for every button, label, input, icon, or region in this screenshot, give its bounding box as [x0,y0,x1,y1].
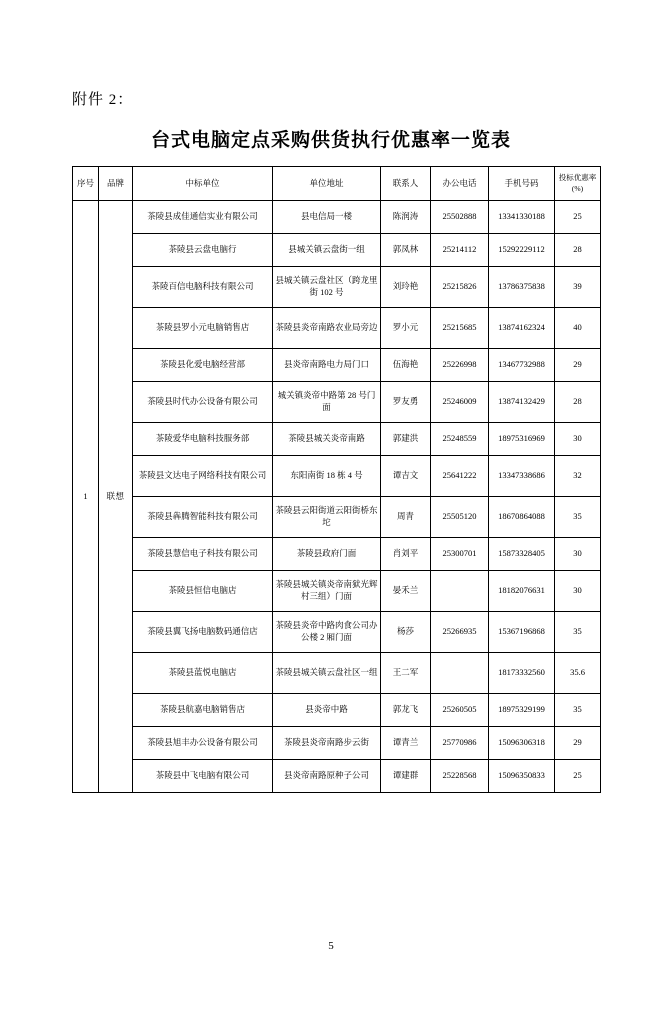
cell-mobile: 13786375838 [489,266,555,307]
cell-rate: 29 [555,348,601,381]
cell-mobile: 15096306318 [489,726,555,759]
column-header-brand: 品牌 [99,167,133,201]
attachment-label: 附件 2： [72,92,134,108]
cell-rate: 30 [555,570,601,611]
column-header-rate [555,167,601,201]
cell-address: 县城关镇云盘街一组 [273,233,381,266]
table-row [73,496,601,537]
cell-mobile: 15873328405 [489,537,555,570]
cell-rate: 25 [555,759,601,792]
cell-mobile: 13347338686 [489,455,555,496]
cell-rate: 40 [555,307,601,348]
cell-address: 茶陵县炎帝中路肉食公司办公楼 2 厢门面 [273,611,381,652]
cell-address: 县炎帝中路 [273,693,381,726]
cell-mobile: 13341330188 [489,200,555,233]
cell-address: 城关镇炎帝中路第 28 号门面 [273,381,381,422]
table-header [73,167,601,201]
cell-contact: 谭吉文 [381,455,431,496]
table-row [73,455,601,496]
cell-mobile: 18975329199 [489,693,555,726]
cell-office-phone: 25502888 [431,200,489,233]
cell-unit: 茶陵县航嘉电脑销售店 [133,693,273,726]
cell-rate: 28 [555,233,601,266]
cell-office-phone: 25641222 [431,455,489,496]
cell-contact: 郭龙飞 [381,693,431,726]
cell-office-phone: 25226998 [431,348,489,381]
cell-address: 茶陵县城关镇云盘社区一组 [273,652,381,693]
table-row [73,200,601,233]
cell-address: 茶陵县城关镇炎帝南狱光辉村三组）门面 [273,570,381,611]
cell-contact: 周青 [381,496,431,537]
cell-contact: 罗小元 [381,307,431,348]
cell-unit: 茶陵县云盘电脑行 [133,233,273,266]
cell-office-phone: 25228568 [431,759,489,792]
cell-office-phone [431,570,489,611]
cell-unit: 茶陵县恒信电脑店 [133,570,273,611]
cell-office-phone [431,652,489,693]
cell-address: 县城关镇云盘社区（跨龙里街 102 号 [273,266,381,307]
cell-address: 茶陵县政府门面 [273,537,381,570]
cell-address: 茶陵县云阳街道云阳街桥东坨 [273,496,381,537]
cell-office-phone: 25260505 [431,693,489,726]
cell-contact: 谭建群 [381,759,431,792]
column-header-rate-line1: 投标优惠率 [558,173,597,182]
cell-unit: 茶陵县翼飞扬电脑数码通信店 [133,611,273,652]
table-row [73,307,601,348]
cell-office-phone: 25248559 [431,422,489,455]
document-page [0,88,662,1024]
cell-unit: 茶陵县蓝悦电脑店 [133,652,273,693]
cell-address: 东阳南街 18 栋 4 号 [273,455,381,496]
cell-contact: 杨莎 [381,611,431,652]
cell-address: 县炎帝南路电力局门口 [273,348,381,381]
cell-unit: 茶陵县时代办公设备有限公司 [133,381,273,422]
cell-office-phone: 25246009 [431,381,489,422]
cell-rate: 28 [555,381,601,422]
cell-rate: 35.6 [555,652,601,693]
cell-unit: 茶陵县慧信电子科技有限公司 [133,537,273,570]
cell-office-phone: 25214112 [431,233,489,266]
cell-rate: 39 [555,266,601,307]
cell-office-phone: 25215826 [431,266,489,307]
cell-rate: 35 [555,611,601,652]
table-row [73,266,601,307]
column-header-contact: 联系人 [381,167,431,201]
cell-contact: 罗友勇 [381,381,431,422]
cell-office-phone: 25266935 [431,611,489,652]
column-header-mobile: 手机号码 [489,167,555,201]
cell-mobile: 18975316969 [489,422,555,455]
cell-contact: 谭青兰 [381,726,431,759]
table-row [73,759,601,792]
cell-mobile: 13874162324 [489,307,555,348]
column-header-index: 序号 [73,167,99,201]
cell-unit: 茶陵百信电脑科技有限公司 [133,266,273,307]
cell-address: 茶陵县城关炎帝南路 [273,422,381,455]
cell-unit: 茶陵爱华电脑科技服务部 [133,422,273,455]
cell-unit: 茶陵县旭丰办公设备有限公司 [133,726,273,759]
cell-unit: 茶陵县化爱电脑经营部 [133,348,273,381]
cell-mobile: 13467732988 [489,348,555,381]
page-number: 5 [328,940,334,952]
table-body [73,200,601,792]
column-header-rate-line2: (%) [571,184,584,194]
cell-unit: 茶陵县罗小元电脑销售店 [133,307,273,348]
cell-mobile: 18182076631 [489,570,555,611]
cell-rate: 30 [555,422,601,455]
column-header-address: 单位地址 [273,167,381,201]
cell-group-index: 1 [73,200,99,792]
cell-address: 县电信局一楼 [273,200,381,233]
cell-contact: 王二军 [381,652,431,693]
cell-rate: 35 [555,693,601,726]
table-row [73,570,601,611]
cell-address: 茶陵县炎帝南路步云街 [273,726,381,759]
cell-group-brand: 联想 [99,200,133,792]
cell-contact: 晏禾兰 [381,570,431,611]
cell-mobile: 18670864088 [489,496,555,537]
table-row [73,693,601,726]
cell-contact: 陈润涛 [381,200,431,233]
table-row [73,348,601,381]
cell-mobile: 18173332560 [489,652,555,693]
cell-address: 茶陵县炎帝南路农业局旁边 [273,307,381,348]
cell-contact: 郭建洪 [381,422,431,455]
cell-contact: 伍海艳 [381,348,431,381]
cell-mobile: 13874132429 [489,381,555,422]
table-row [73,726,601,759]
cell-office-phone: 25505120 [431,496,489,537]
cell-mobile: 15096350833 [489,759,555,792]
table-row [73,233,601,266]
table-row [73,537,601,570]
cell-address: 县炎帝南路原种子公司 [273,759,381,792]
table-row [73,381,601,422]
cell-rate: 30 [555,537,601,570]
cell-rate: 25 [555,200,601,233]
cell-mobile: 15367196868 [489,611,555,652]
cell-office-phone: 25770986 [431,726,489,759]
cell-rate: 29 [555,726,601,759]
cell-contact: 刘玲艳 [381,266,431,307]
column-header-unit: 中标单位 [133,167,273,201]
cell-office-phone: 25215685 [431,307,489,348]
cell-contact: 郭凤林 [381,233,431,266]
cell-contact: 肖刘平 [381,537,431,570]
cell-unit: 茶陵县文达电子网络科技有限公司 [133,455,273,496]
table-row [73,611,601,652]
column-header-office-phone: 办公电话 [431,167,489,201]
cell-unit: 茶陵县中飞电脑有限公司 [133,759,273,792]
table-row [73,652,601,693]
cell-mobile: 15292229112 [489,233,555,266]
cell-unit: 茶陵县犇腾智能科技有限公司 [133,496,273,537]
supplier-discount-table [72,166,601,793]
cell-rate: 35 [555,496,601,537]
table-row [73,422,601,455]
cell-office-phone: 25300701 [431,537,489,570]
cell-unit: 茶陵县成佳通信实业有限公司 [133,200,273,233]
cell-rate: 32 [555,455,601,496]
page-title: 台式电脑定点采购供货执行优惠率一览表 [150,130,511,151]
